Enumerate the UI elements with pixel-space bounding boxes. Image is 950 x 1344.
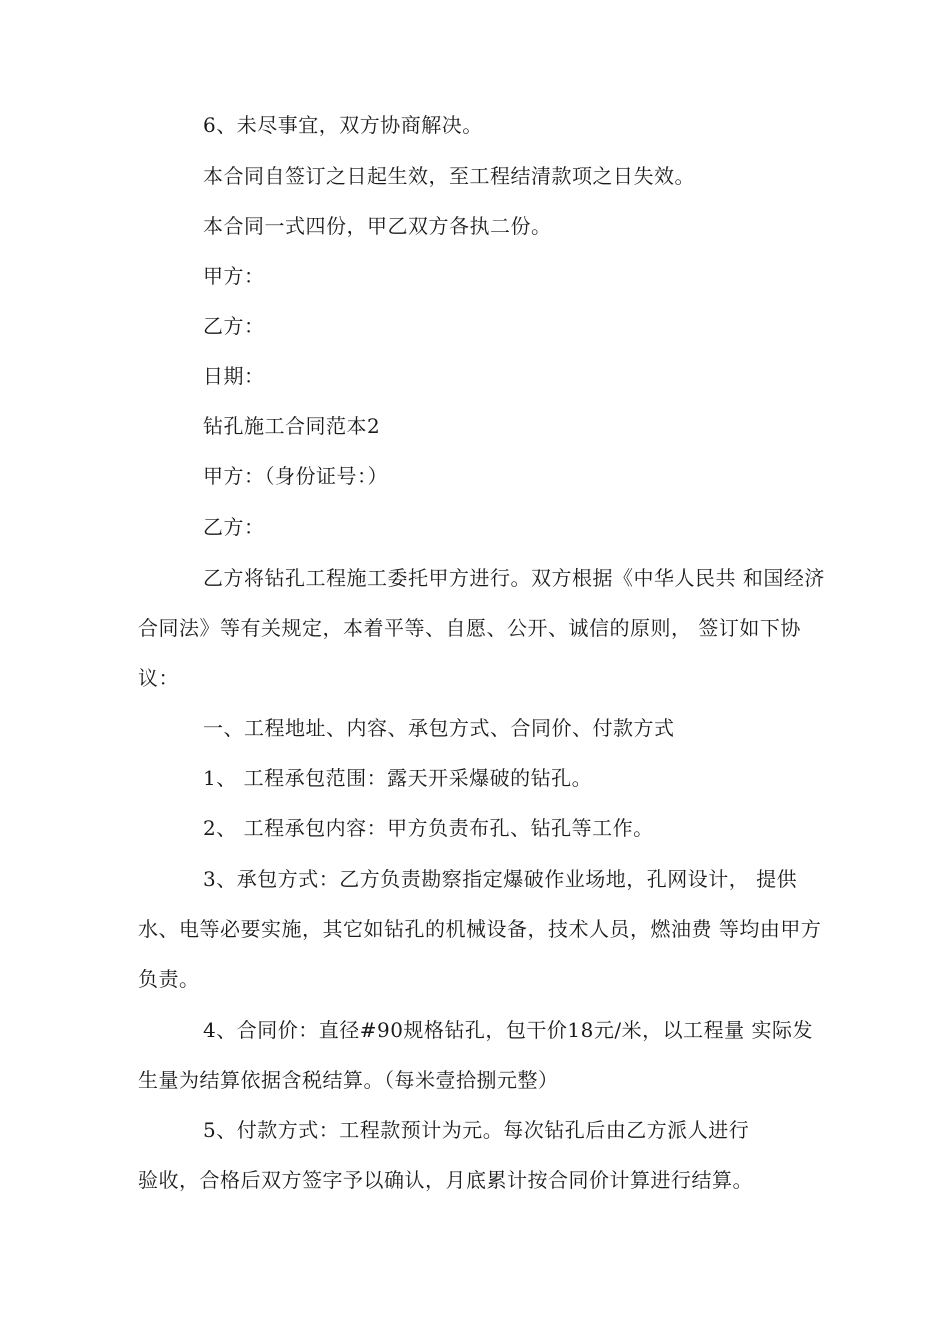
copies-clause-line: 本合同一式四份，甲乙双方各执二份。 xyxy=(203,214,552,238)
item-2-content: 2、 工程承包内容：甲方负责布孔、钻孔等工作。 xyxy=(203,816,654,840)
item-3-line-1: 3、承包方式：乙方负责勘察指定爆破作业场地，孔网设计， 提供 xyxy=(203,867,798,891)
item-1-scope: 1、 工程承包范围：露天开采爆破的钻孔。 xyxy=(203,766,593,790)
intro-paragraph-line-3: 议： xyxy=(138,666,179,690)
item-4-line-1: 4、合同价：直径#90规格钻孔，包干价18元/米，以工程量 实际发 xyxy=(203,1018,813,1042)
date-label: 日期： xyxy=(203,364,265,388)
effective-clause-line: 本合同自签订之日起生效，至工程结清款项之日失效。 xyxy=(203,164,695,188)
item-5-line-2: 验收，合格后双方签字予以确认，月底累计按合同价计算进行结算。 xyxy=(138,1168,753,1192)
intro-paragraph-line-2: 合同法》等有关规定，本着平等、自愿、公开、诚信的原则， 签订如下协 xyxy=(138,616,801,640)
party-a-signature-label: 甲方： xyxy=(203,264,265,288)
intro-paragraph-line-1: 乙方将钻孔工程施工委托甲方进行。双方根据《中华人民共 和国经济 xyxy=(203,566,825,590)
item-4-line-2: 生量为结算依据含税结算。（每米壹拾捌元整） xyxy=(138,1068,559,1092)
item-5-line-1: 5、付款方式：工程款预计为元。每次钻孔后由乙方派人进行 xyxy=(203,1118,750,1142)
party-b-signature-label: 乙方： xyxy=(203,314,265,338)
section-1-heading: 一、工程地址、内容、承包方式、合同价、付款方式 xyxy=(203,716,675,740)
clause-6-line: 6、未尽事宜，双方协商解决。 xyxy=(203,113,483,137)
party-a-id-line: 甲方：（身份证号：） xyxy=(203,464,388,488)
item-3-line-2: 水、电等必要实施，其它如钻孔的机械设备，技术人员，燃油费 等均由甲方 xyxy=(138,917,822,941)
contract-template-title: 钻孔施工合同范本2 xyxy=(203,414,381,438)
item-3-line-3: 负责。 xyxy=(138,967,200,991)
party-b-line: 乙方： xyxy=(203,515,265,539)
